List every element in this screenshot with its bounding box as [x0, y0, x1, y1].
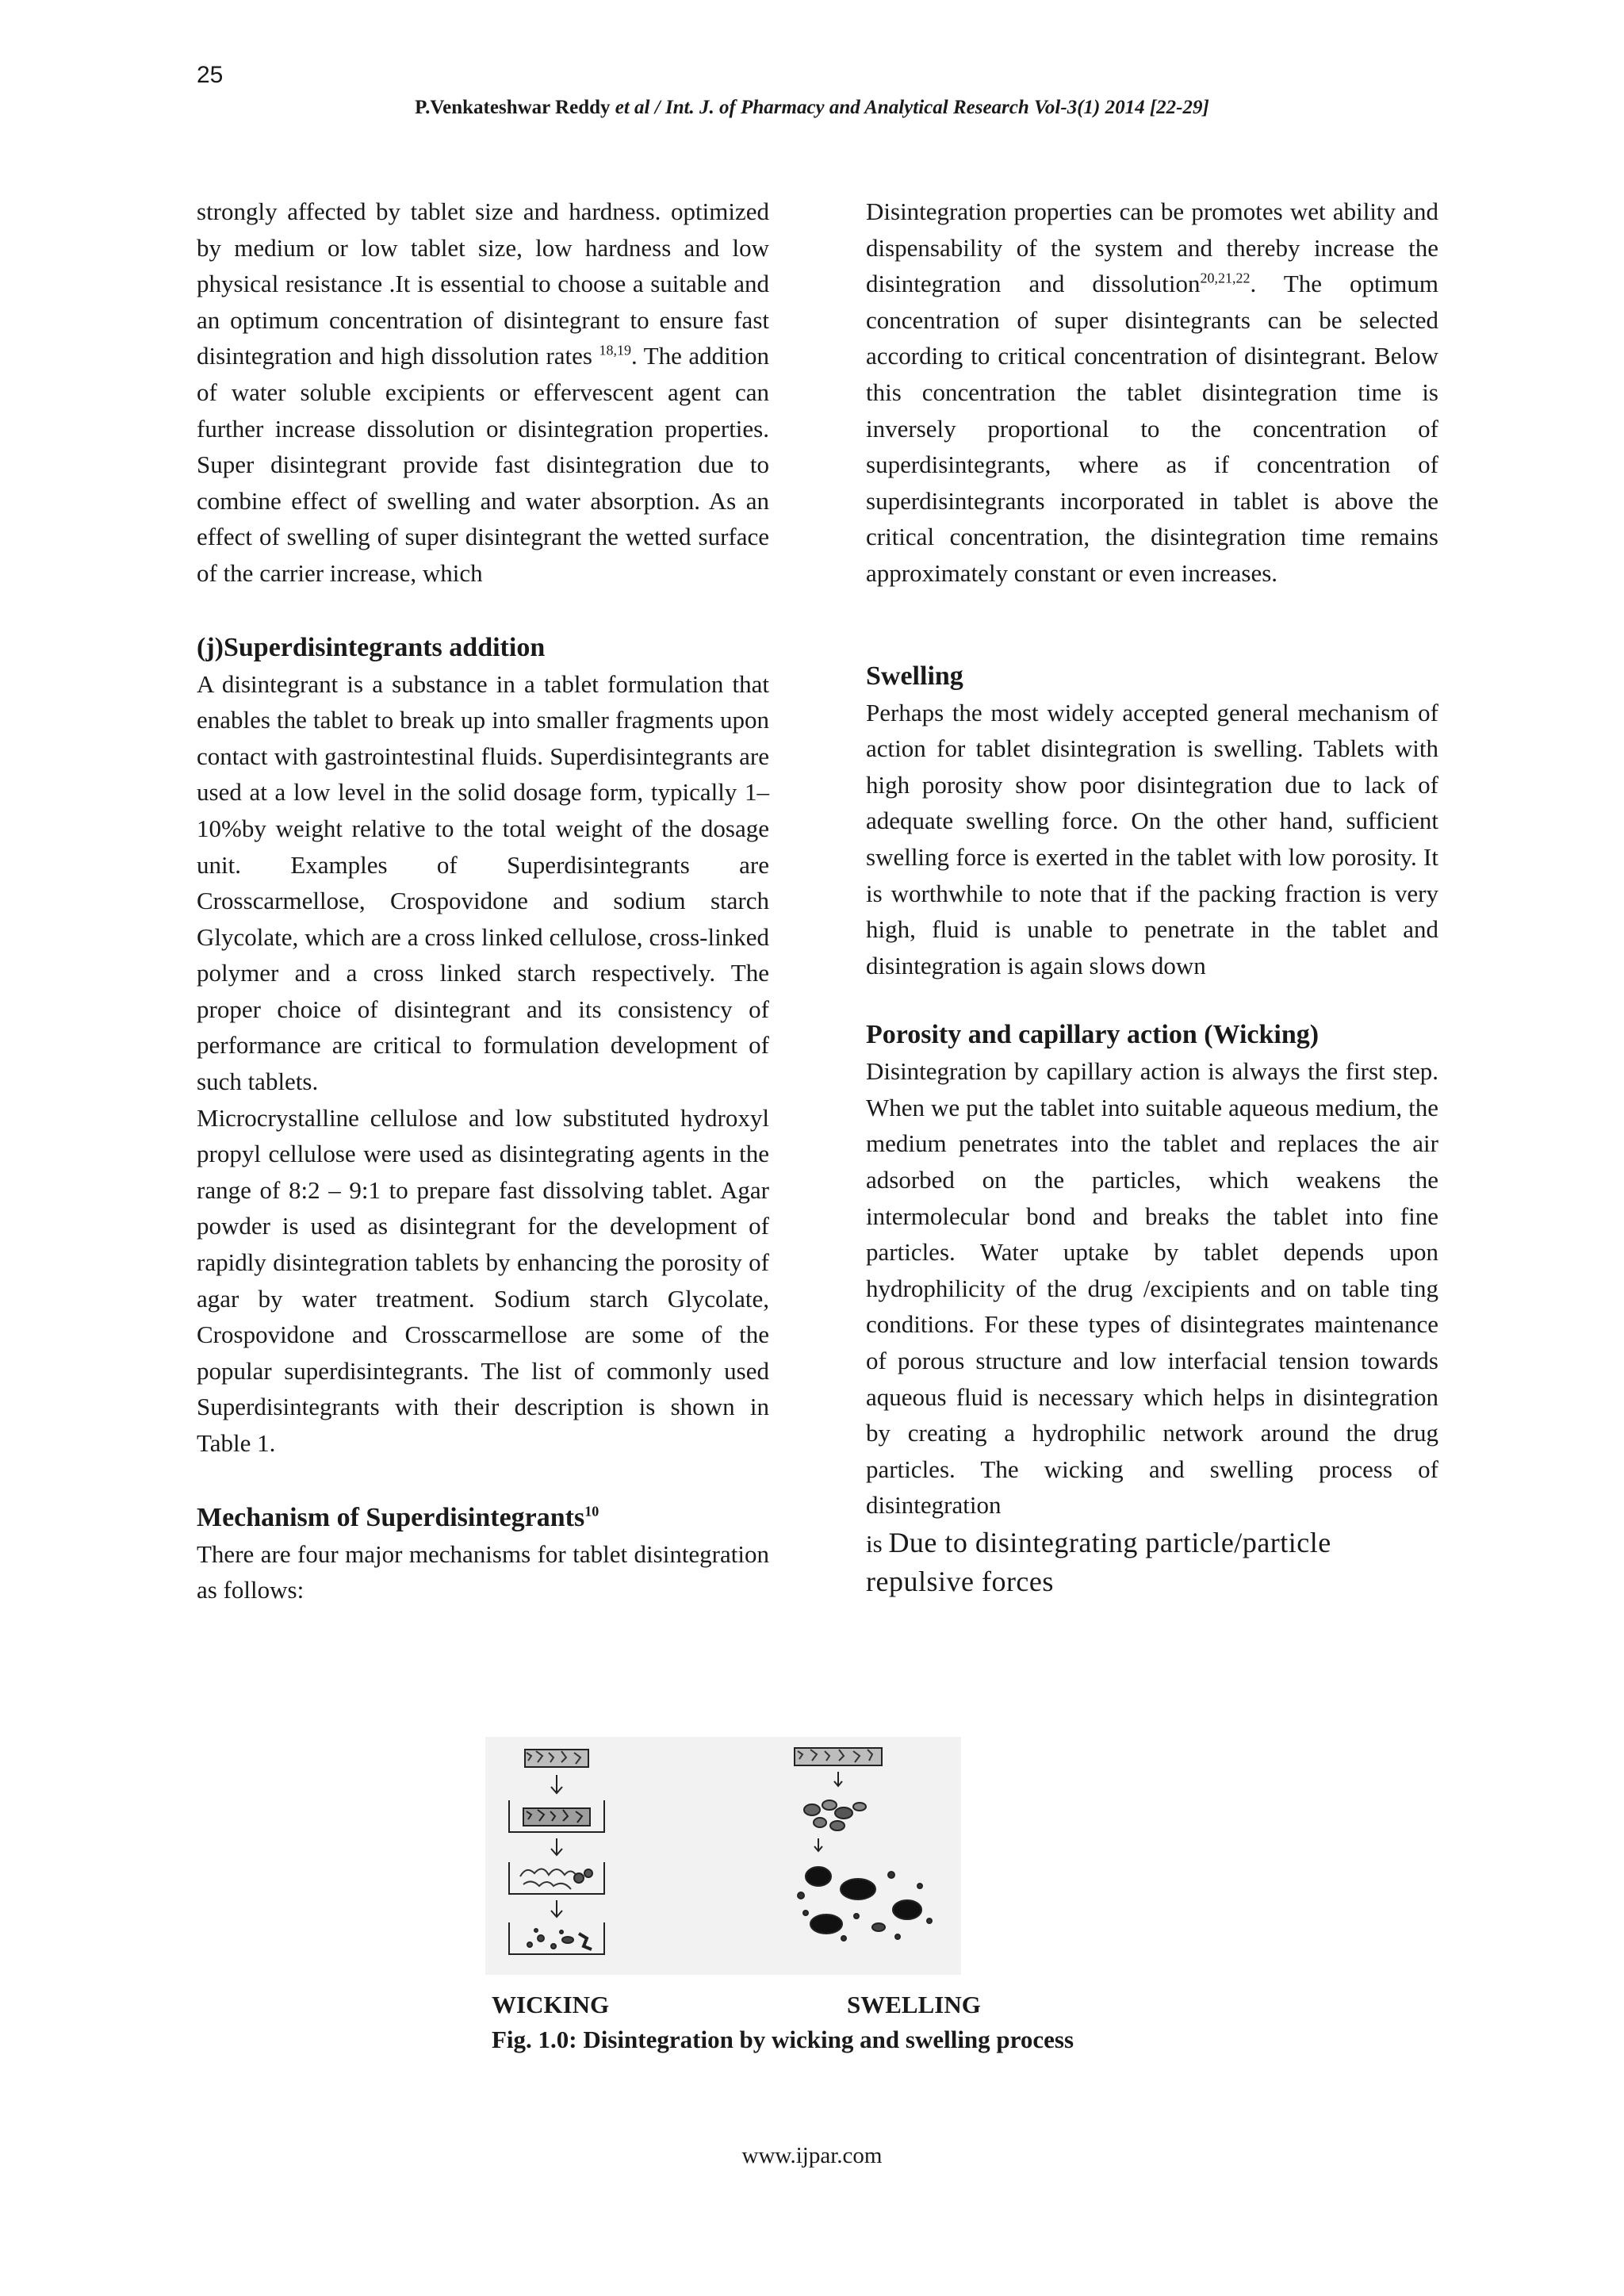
citation-20-21-22: 20,21,22	[1200, 270, 1251, 286]
right-p1-text-a: Disintegration properties can be promotes wet ability and dispensability of the system and thereby increase the disintegration and dissolution	[866, 197, 1438, 298]
citation-18-19: 18,19	[599, 343, 631, 359]
header-author: P.Venkateshwar Reddy	[415, 97, 611, 118]
figure-label-wicking: WICKING	[492, 1991, 610, 2018]
left-paragraph-1	[197, 194, 769, 592]
right-paragraph-3: Disintegration by capillary action is always the first step. When we put the tablet into suitable aqueous medium, the medium penetrates into the tablet and replaces the air adsorbed on the particles, which weakens the intermolecular bond and breaks the tablet into fine particles. Water uptake by tablet depends upon hydrophilicity of the drug /excipients and on table ting conditions. For these types of disintegrates maintenance of porous structure and low interfacial tension towards aqueous fluid is necessary which helps in disintegration by creating a hydrophilic network around the drug particles. The wicking and swelling process of disintegration	[866, 1057, 1438, 1520]
header-journal: / Int. J. of Pharmacy and Analytical Research Vol-3(1) 2014 [22-29]	[654, 97, 1209, 118]
header-etal: et al	[615, 97, 650, 118]
right-p1-text-b: . The optimum concentration of super disintegrants can be selected according to critical concentration of disintegrant. Below this concentration the tablet disintegration time is inversely proportional to the concentration of superdisintegrants, where as if concentration of superdisintegrants incorporated in tablet is above the critical concentration, the disintegration time remains approximately constant or even increases.	[866, 270, 1438, 587]
left-paragraph-2: A disintegrant is a substance in a tablet formulation that enables the tablet to break up into smaller fragments upon contact with gastrointestinal fluids. Superdisintegrants are used at a low level in the solid dosage form, typically 1–10%by weight relative to the total weight of the dosage unit. Examples of Superdisintegrants are Crosscarmellose, Crospovidone and sodium starch Glycolate, which are a cross linked cellulose, cross-linked polymer and a cross linked starch respectively. The proper choice of disintegrant and its consistency of performance are critical to formulation development of such tablets.	[197, 669, 769, 1096]
running-header	[0, 97, 1624, 119]
heading-mechanism	[197, 1500, 769, 1536]
left-paragraph-4: There are four major mechanisms for tablet disintegration as follows:	[197, 1539, 769, 1604]
heading-mechanism-text: Mechanism of Superdisintegrants	[197, 1502, 585, 1532]
figure-caption: Fig. 1.0: Disintegration by wicking and swelling process	[492, 2026, 1074, 2053]
left-paragraph-3: Microcrystalline cellulose and low substituted hydroxyl propyl cellulose were used as disintegrating agents in the range of 8:2 – 9:1 to prepare fast dissolving tablet. Agar powder is used as disintegrant for the development of rapidly disintegration tablets by enhancing the porosity of agar by water treatment. Sodium starch Glycolate, Crospovidone and Crosscarmellose are some of the popular superdisintegrants. The list of commonly used Superdisintegrants with their description is shown in Table 1.	[197, 1103, 769, 1457]
left-p1-text-b: . The addition of water soluble excipients or effervescent agent can further increase dissolution or disintegration properties. Super disintegrant provide fast disintegration due to combine effect of swelling and water absorption. As an effect of swelling of super disintegrant the wetted surface of the carrier increase, which	[197, 342, 769, 587]
figure-illustration	[485, 1737, 961, 1975]
left-column	[197, 194, 769, 1608]
figure-wicking-swelling	[485, 1737, 961, 1975]
heading-swelling: Swelling	[866, 661, 963, 691]
figure-label-swelling: SWELLING	[847, 1991, 981, 2018]
heading-superdisintegrants-addition: (j)Superdisintegrants addition	[197, 632, 546, 662]
heading-porosity-capillary: Porosity and capillary action (Wicking)	[866, 1020, 1320, 1050]
footer-url: www.ijpar.com	[741, 2143, 883, 2168]
right-p3-tail-rest: Due to disintegrating particle/particle repulsive forces	[866, 1527, 1331, 1597]
right-paragraph-3-tail	[866, 1524, 1438, 1600]
page-number: 25	[197, 62, 224, 88]
right-p3-tail-is: is	[866, 1530, 883, 1558]
right-paragraph-1	[866, 194, 1438, 592]
citation-10: 10	[584, 1503, 599, 1520]
right-column	[866, 194, 1438, 1600]
right-paragraph-2: Perhaps the most widely accepted general mechanism of action for tablet disintegration is swelling. Tablets with high porosity show poor disintegration due to lack of adequate swelling force. On the other hand, sufficient swelling force is exerted in the tablet with low porosity. It is worthwhile to note that if the packing fraction is very high, fluid is unable to penetrate in the tablet and disintegration is again slows down	[866, 698, 1438, 979]
left-p1-text-a: strongly affected by tablet size and hardness. optimized by medium or low tablet size, low hardness and low physical resistance .It is essential to choose a suitable and an optimum concentration of disintegrant to ensure fast disintegration and high dissolution rates	[197, 197, 769, 370]
